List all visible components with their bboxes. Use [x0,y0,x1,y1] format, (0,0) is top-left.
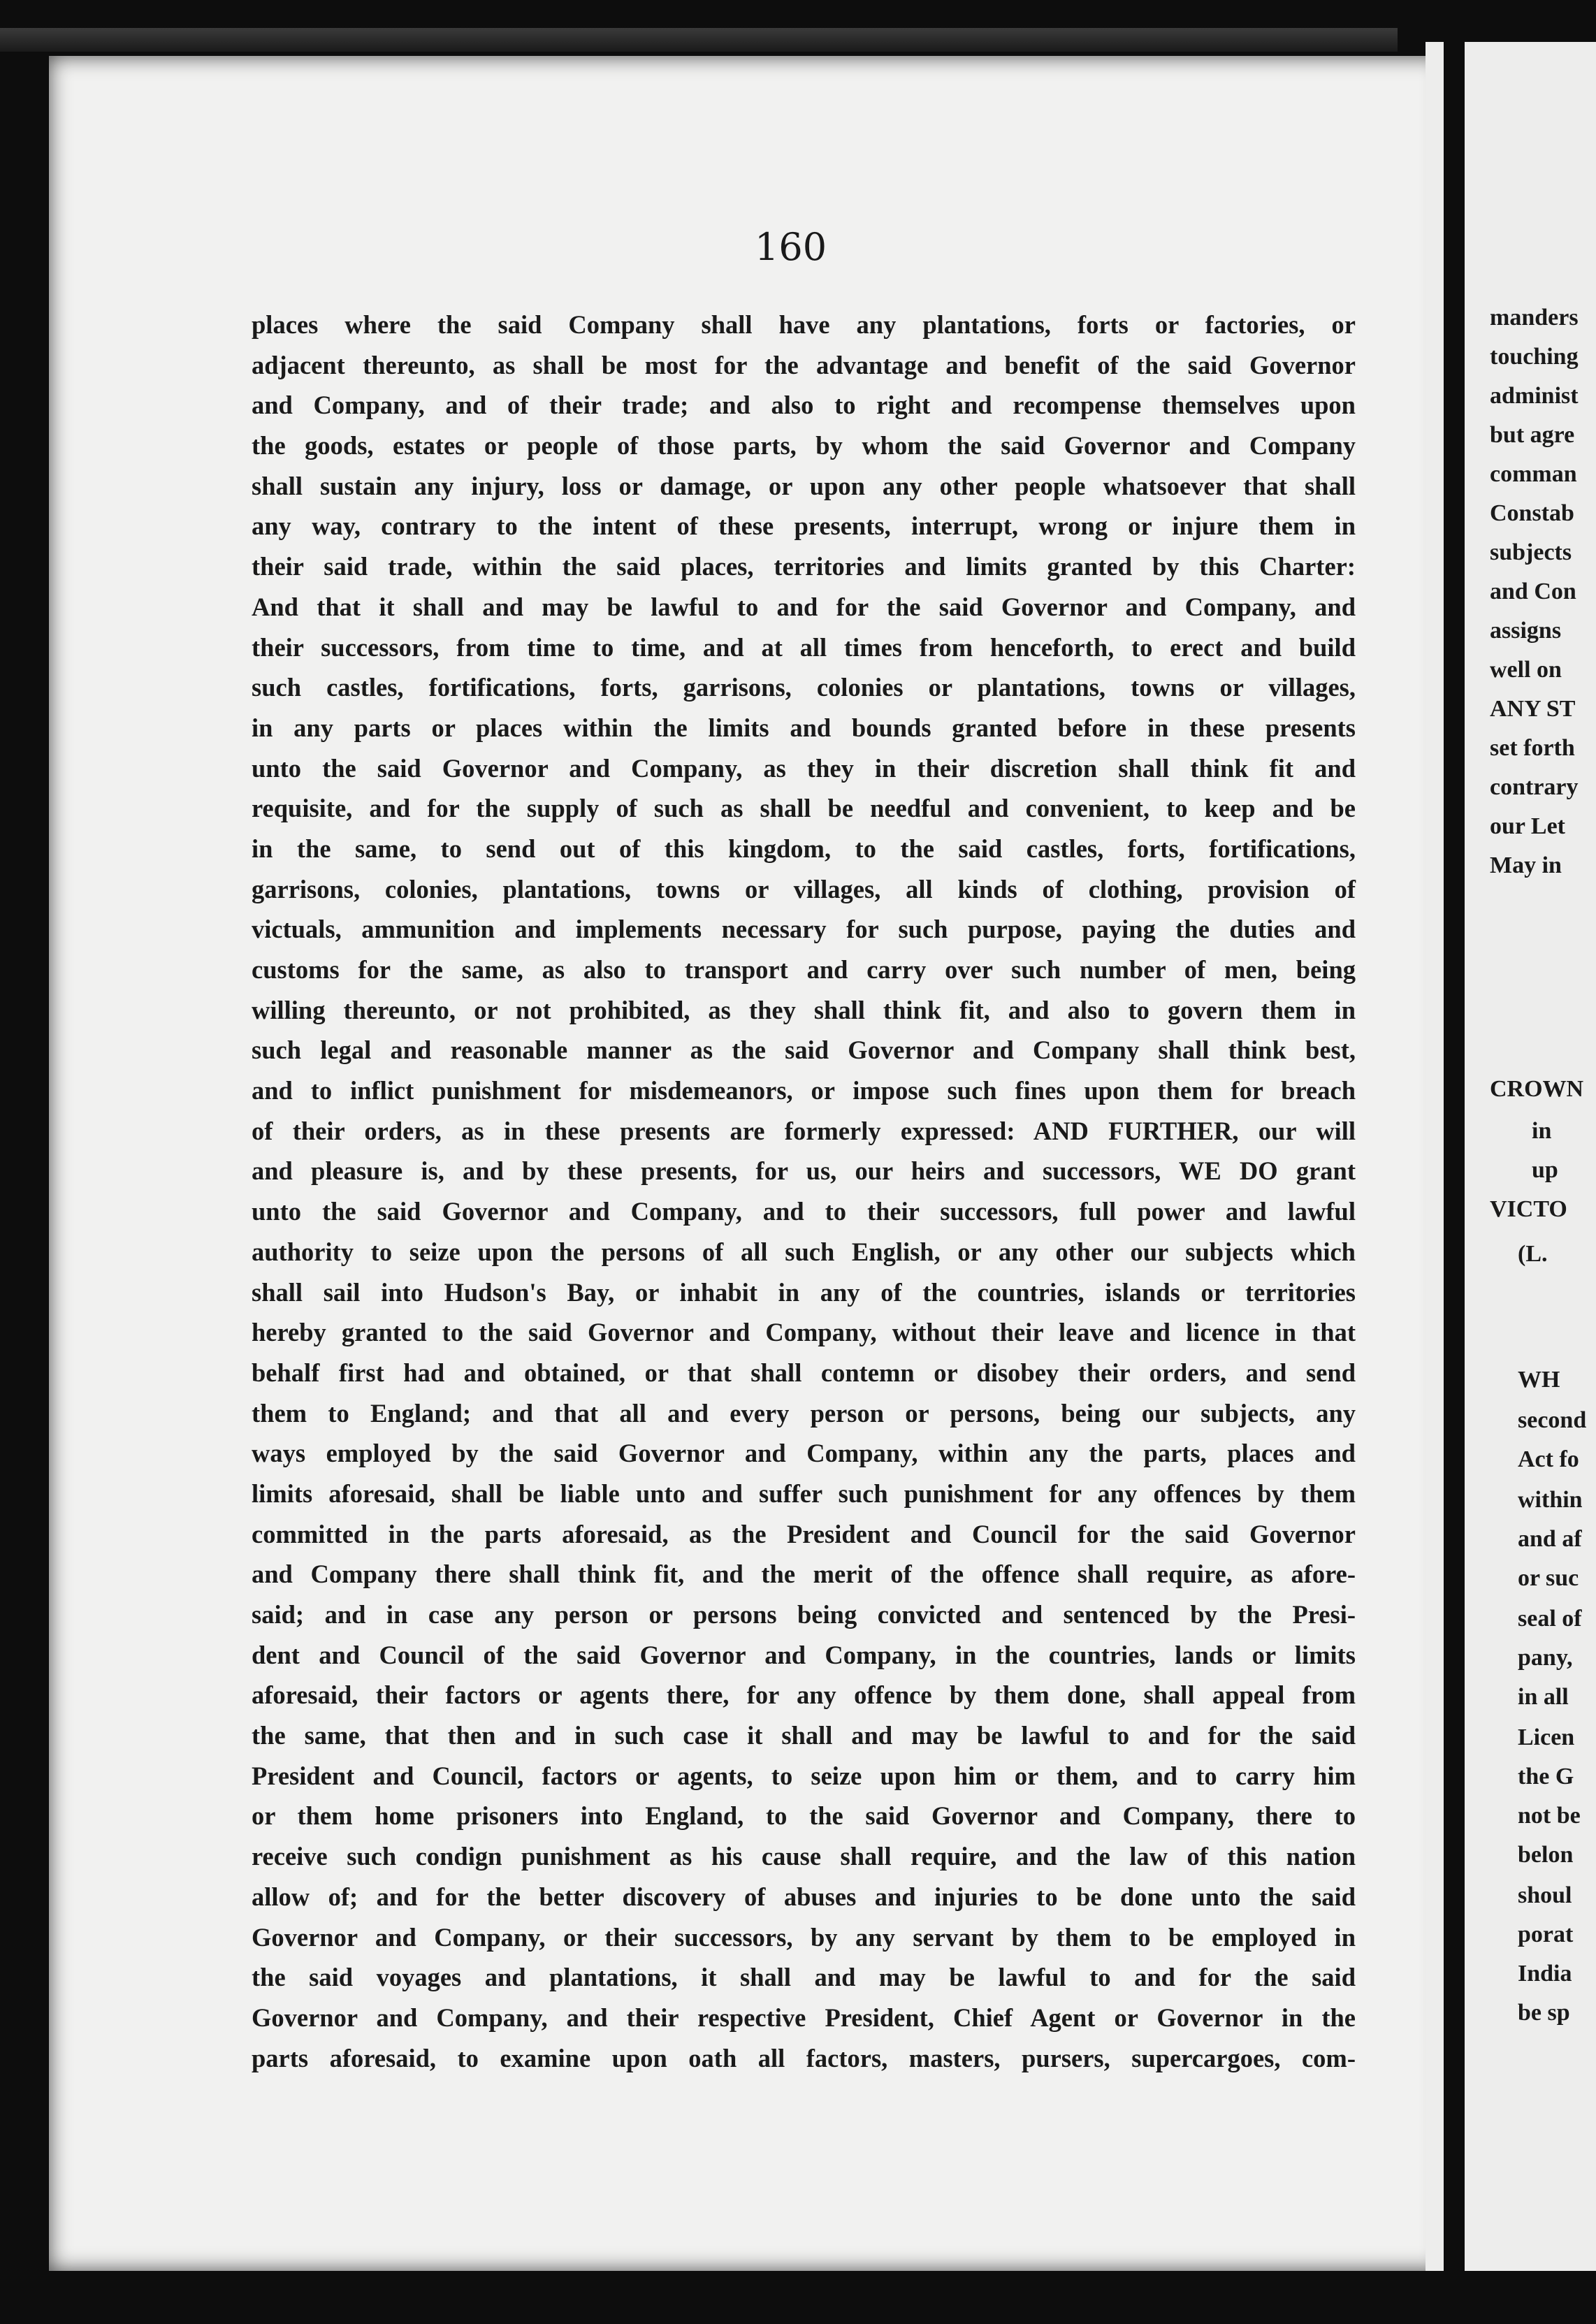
scan-top-edge [0,28,1398,52]
facing-text-fragment: seal of [1518,1606,1582,1632]
text-line: ways employed by the said Governor and Company, within any the parts, places and [252,1439,1356,1468]
facing-text-fragment: and af [1518,1526,1582,1552]
text-line: garrisons, colonies, plantations, towns or villages, all kinds of clothing, provision of [252,874,1356,903]
facing-text-fragment: manders [1490,305,1579,331]
facing-text-fragment: assigns [1490,618,1562,644]
text-line: and pleasure is, and by these presents, for us, our heirs and successors, WE DO grant [252,1156,1356,1186]
text-line: the goods, estates or people of those parts, by whom the said Governor and Company [252,431,1356,460]
facing-text-fragment: contrary [1490,774,1579,800]
page-gutter [1444,42,1465,2278]
text-line: adjacent thereunto, as shall be most for the advantage and benefit of the said Governor [252,350,1356,379]
facing-text-fragment: VICTO [1490,1196,1567,1222]
text-line: them to England; and that all and every person or persons, being our subjects, any [252,1398,1356,1428]
text-line: hereby granted to the said Governor and Company, without their leave and licence in that [252,1318,1356,1347]
text-line: parts aforesaid, to examine upon oath all factors, masters, pursers, supercargoes, com- [252,2043,1356,2072]
text-line: the said voyages and plantations, it shall and may be lawful to and for the said [252,1963,1356,1992]
text-line: And that it shall and may be lawful to and for the said Governor and Company, and [252,592,1356,621]
text-line: and Company there shall think fit, and the merit of the offence shall require, as afore- [252,1560,1356,1589]
text-line: allow of; and for the better discovery of abuses and injuries to be done unto the said [252,1882,1356,1911]
text-line: Governor and Company, and their respective President, Chief Agent or Governor in the [252,2003,1356,2032]
facing-text-fragment: the G [1518,1764,1574,1789]
text-line: the same, that then and in such case it shall and may be lawful to and for the said [252,1721,1356,1750]
facing-text-fragment: well on [1490,657,1562,683]
scan-bottom-edge [0,2271,1596,2324]
text-line: victuals, ammunition and implements necessary for such purpose, paying the duties and [252,915,1356,944]
facing-text-fragment: Licen [1518,1724,1575,1750]
facing-text-fragment: within [1518,1487,1583,1513]
facing-text-fragment: CROWN [1490,1076,1584,1102]
text-line: Governor and Company, or their successors, by any servant by them to be employed in [252,1922,1356,1952]
facing-text-fragment: touching [1490,344,1579,370]
text-line: unto the said Governor and Company, and to their successors, full power and lawful [252,1197,1356,1226]
facing-text-fragment: porat [1518,1922,1574,1947]
facing-text-fragment: and Con [1490,579,1576,604]
text-line: in any parts or places within the limits and bounds granted before in these presents [252,713,1356,742]
text-line: behalf first had and obtained, or that shall contemn or disobey their orders, and send [252,1358,1356,1387]
body-text [252,305,1356,2078]
text-line: requisite, and for the supply of such as shall be needful and convenient, to keep and be [252,794,1356,823]
facing-text-fragment: pany, [1518,1645,1573,1671]
text-line: unto the said Governor and Company, as they in their discretion shall think fit and [252,753,1356,783]
facing-text-fragment: belon [1518,1842,1574,1868]
text-line: of their orders, as in these presents are formerly expressed: AND FURTHER, our will [252,1116,1356,1145]
text-line: such castles, fortifications, forts, garrisons, colonies or plantations, towns or villages, [252,673,1356,702]
text-line: said; and in case any person or persons being convicted and sentenced by the Presi- [252,1600,1356,1629]
text-line: aforesaid, their factors or agents there, for any offence by them done, shall appeal from [252,1680,1356,1710]
facing-text-fragment: in all [1518,1684,1569,1710]
text-line: President and Council, factors or agents, to seize upon him or them, and to carry him [252,1761,1356,1790]
text-line: authority to seize upon the persons of all such English, or any other our subjects which [252,1237,1356,1266]
facing-text-fragment: our Let [1490,813,1565,839]
facing-text-fragment: ANY ST [1490,696,1576,722]
text-line: customs for the same, as also to transport and carry over such number of men, being [252,955,1356,984]
facing-text-fragment: but agre [1490,422,1575,448]
facing-text-fragment: shoul [1518,1882,1572,1908]
facing-text-fragment: up [1532,1157,1558,1183]
text-line: such legal and reasonable manner as the said Governor and Company shall think best, [252,1036,1356,1065]
text-line: limits aforesaid, shall be liable unto and suffer such punishment for any offences by them [252,1479,1356,1508]
text-line: dent and Council of the said Governor and Company, in the countries, lands or limits [252,1640,1356,1669]
text-line: and Company, and of their trade; and also to right and recompense themselves upon [252,391,1356,420]
text-line: and to inflict punishment for misdemeanors, or impose such fines upon them for breach [252,1076,1356,1105]
text-line: their successors, from time to time, and at all times from henceforth, to erect and build [252,632,1356,662]
facing-text-fragment: second [1518,1407,1587,1433]
text-line: receive such condign punishment as his cause shall require, and the law of this nation [252,1842,1356,1871]
facing-text-fragment: (L. [1518,1241,1548,1267]
page-number: 160 [755,225,827,269]
text-line: in the same, to send out of this kingdom, to the said castles, forts, fortifications, [252,834,1356,863]
text-line: committed in the parts aforesaid, as the President and Council for the said Governor [252,1519,1356,1548]
facing-text-fragment: not be [1518,1803,1581,1829]
text-line: or them home prisoners into England, to the said Governor and Company, there to [252,1801,1356,1831]
facing-text-fragment: administ [1490,383,1579,409]
facing-text-fragment: May in [1490,852,1562,878]
text-line: shall sail into Hudson's Bay, or inhabit in any of the countries, islands or territories [252,1277,1356,1307]
facing-text-fragment: set forth [1490,735,1575,761]
facing-text-fragment: WH [1518,1367,1560,1393]
facing-text-fragment: comman [1490,461,1577,487]
text-line: places where the said Company shall have any plantations, forts or factories, or [252,310,1356,339]
text-line: willing thereunto, or not prohibited, as they shall think fit, and also to govern them in [252,995,1356,1024]
facing-text-fragment: or suc [1518,1565,1579,1591]
text-line: any way, contrary to the intent of these presents, interrupt, wrong or injure them in [252,511,1356,541]
facing-text-fragment: in [1532,1118,1552,1144]
facing-text-fragment: subjects [1490,539,1572,565]
facing-text-fragment: Act fo [1518,1446,1579,1472]
facing-text-fragment: India [1518,1961,1572,1987]
facing-text-fragment: be sp [1518,2000,1570,2026]
facing-text-fragment: Constab [1490,500,1574,526]
text-line: their said trade, within the said places, territories and limits granted by this Charter: [252,552,1356,581]
text-line: shall sustain any injury, loss or damage, or upon any other people whatsoever that shall [252,471,1356,500]
